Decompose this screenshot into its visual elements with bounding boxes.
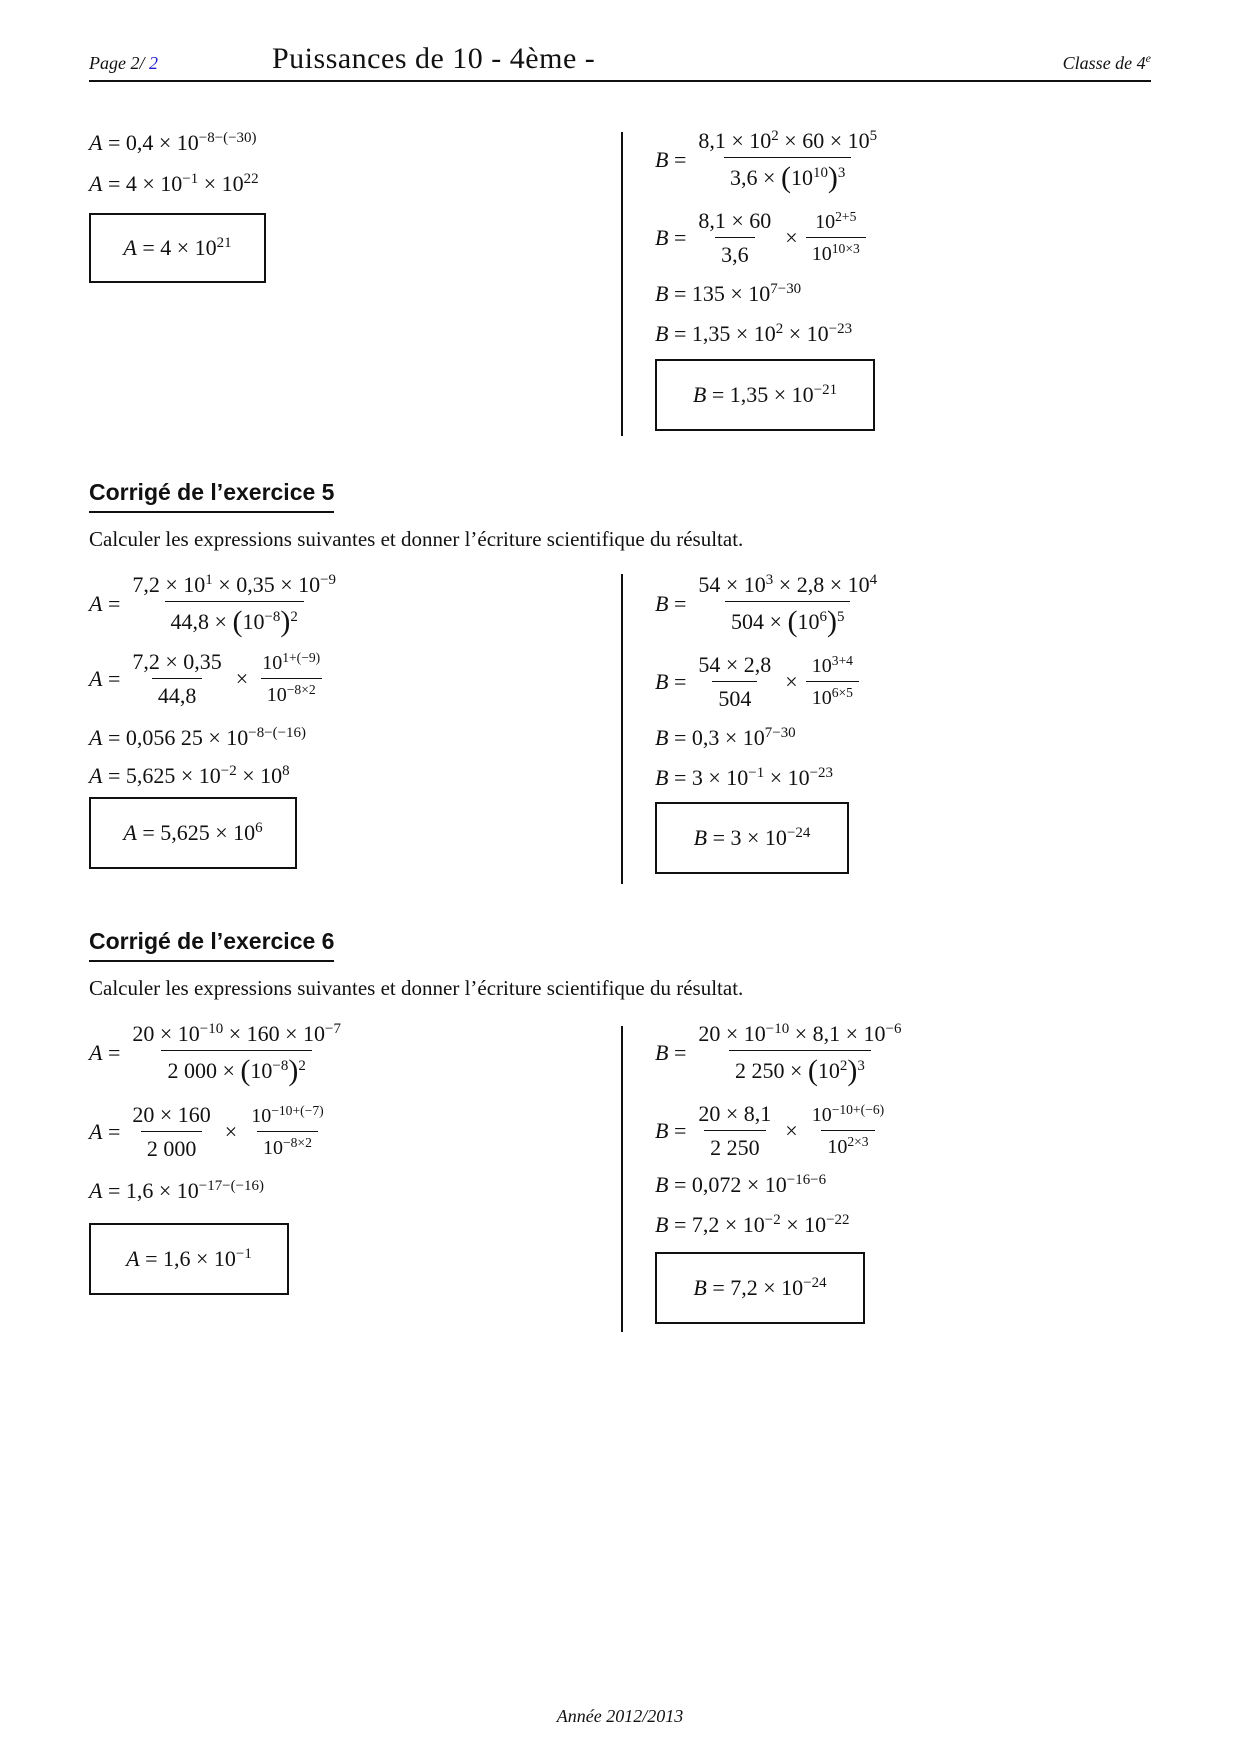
ex5-b-line4: $B = 3 \times 10^{-1} \times 10^{-23}$ (655, 764, 834, 790)
ex5-b-fraction1: B = $\frac{54 \times 10^3 \times 2,8 \times 10^4}{504 \times (10^6)^5}$ (655, 571, 878, 638)
column-divider (621, 132, 623, 436)
page-number: Page 2/ 2 (89, 53, 158, 73)
ex4-a-result-box: $A = 4 \times 10^{21}$ (89, 213, 266, 283)
page-footer: Année 2012/2013 (556, 1706, 684, 1726)
ex4-b-result-box: $B = 1,35 \times 10^{-21}$ (655, 359, 875, 431)
ex6-a-line3: $A = 1,6 \times 10^{-17-(-16)}$ (89, 1177, 264, 1203)
ex6-b-result-box: $B = 7,2 \times 10^{-24}$ (655, 1252, 865, 1324)
ex6-a-fraction2: A = $\frac{20 \times 160}{2 000}$ × $\frac{10^{-10+(-7)}}{10^{-8\times 2}}$ (89, 1102, 324, 1161)
page-header (89, 40, 1151, 82)
ex4-b-fraction2: B = $\frac{8,1 \times 60}{3,6}$ × $\frac{10^{2+5}}{10^{10\times 3}}$ (655, 210, 872, 266)
ex5-b-fraction2: B = $\frac{54 \times 2,8}{504}$ × $\frac{10^{3+4}}{10^{6\times 5}}$ (655, 654, 865, 710)
exercise-6-statement: Calculer les expressions suivantes et donner l’écriture scientifique du résultat. (89, 976, 744, 1000)
ex6-b-line3: $B = 0,072 \times 10^{-16-6}$ (655, 1171, 827, 1197)
ex4-a-line1: $A = 0,4 \times 10^{-8-(-30)}$ (89, 129, 257, 155)
ex5-a-fraction2: A = $\frac{7,2 \times 0,35}{44,8}$ × $\frac{10^{1+(-9)}}{10^{-8\times 2}}$ (89, 649, 321, 708)
column-divider (621, 1026, 623, 1332)
ex4-b-line4: $B = 1,35 \times 10^2 \times 10^{-23}$ (655, 320, 853, 346)
ex5-a-result-box: $A = 5,625 \times 10^6$ (89, 797, 297, 869)
ex5-a-fraction1: A = $\frac{7,2 \times 10^1 \times 0,35 \times 10^{-9}}{44,8 \times (10^{-8})^2}$ (89, 571, 337, 638)
ex4-a-line2: $A = 4 \times 10^{-1} \times 10^{22}$ (89, 170, 259, 196)
exercise-5-title: Corrigé de l’exercice 5 (89, 479, 334, 513)
ex5-b-line3: $B = 0,3 \times 10^{7-30}$ (655, 724, 796, 750)
ex6-a-fraction1: A = $\frac{20 \times 10^{-10} \times 160 \times 10^{-7}}{2 000 \times (10^{-8})^2}$ (89, 1020, 341, 1087)
ex4-b-line3: $B = 135 \times 10^{7-30}$ (655, 280, 802, 306)
ex6-b-fraction2: B = $\frac{20 \times 8,1}{2 250}$ × $\frac{10^{-10+(-6)}}{10^{2\times 3}}$ (655, 1101, 885, 1160)
exercise-5-statement: Calculer les expressions suivantes et donner l’écriture scientifique du résultat. (89, 527, 744, 551)
ex6-b-line4: $B = 7,2 \times 10^{-2} \times 10^{-22}$ (655, 1211, 850, 1237)
ex4-b-fraction1: B = $\frac{8,1 \times 10^2 \times 60 \times 10^5}{3,6 \times (10^{10})^3}$ (655, 127, 878, 194)
page-total-link[interactable]: 2 (149, 53, 158, 73)
ex5-a-line3: A = 0,056 $25 \times 10^{-8-(-16)}$ (89, 724, 306, 750)
class-label: Classe de 4e (1062, 50, 1151, 73)
ex6-b-fraction1: B = $\frac{20 \times 10^{-10} \times 8,1 \times 10^{-6}}{2 250 \times (10^2)^3}$ (655, 1020, 902, 1087)
column-divider (621, 574, 623, 884)
ex6-a-result-box: $A = 1,6 \times 10^{-1}$ (89, 1223, 289, 1295)
ex5-b-result-box: $B = 3 \times 10^{-24}$ (655, 802, 849, 874)
ex5-a-line4: $A = 5,625 \times 10^{-2} \times 10^8$ (89, 762, 290, 788)
exercise-6-title: Corrigé de l’exercice 6 (89, 928, 334, 962)
page-title: Puissances de 10 - 4ème - (272, 42, 596, 75)
